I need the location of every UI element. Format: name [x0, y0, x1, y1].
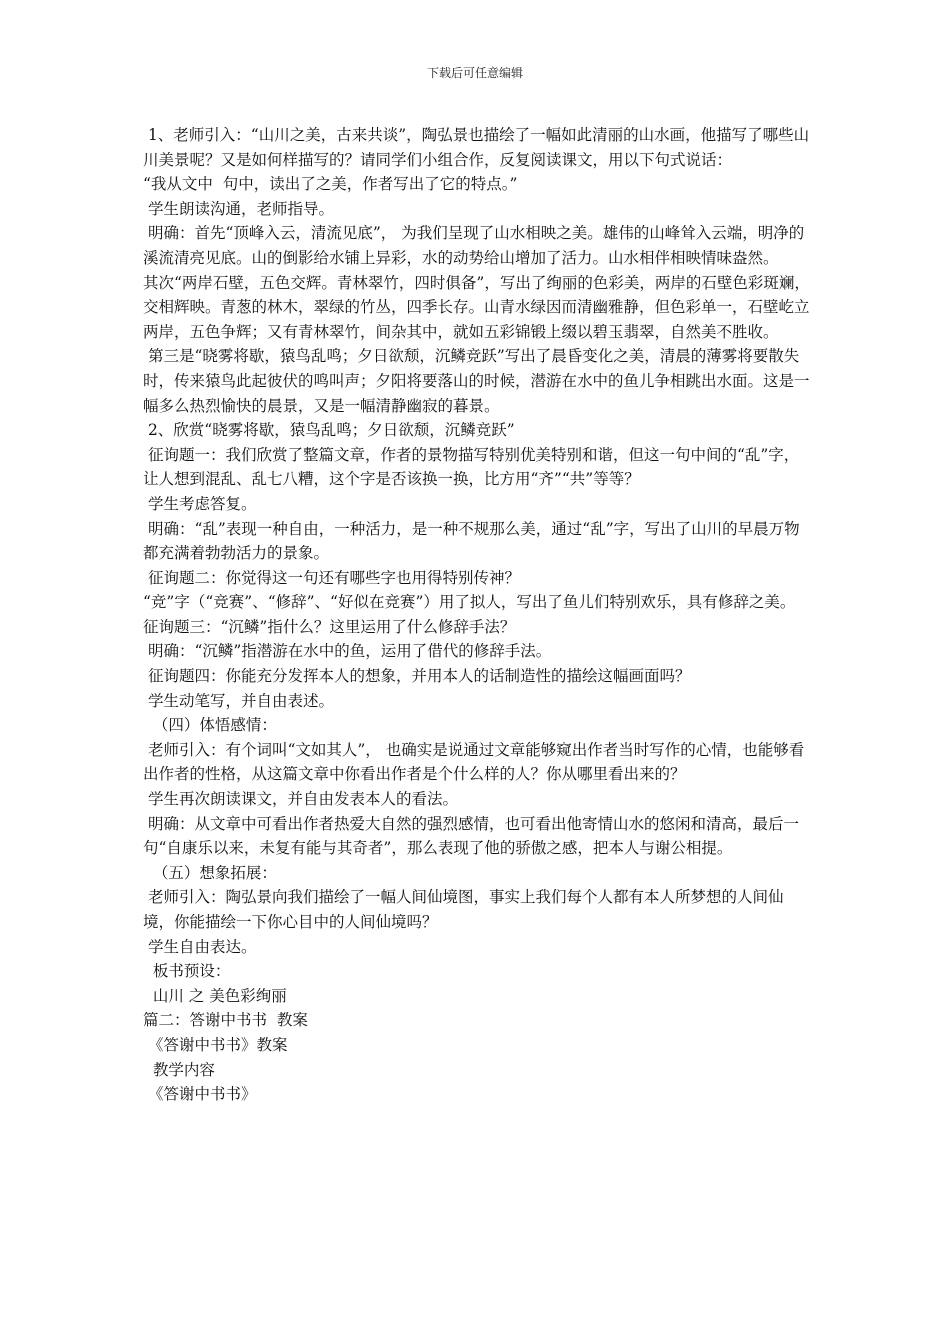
paragraph: 学生朗读沟通，老师指导。 — [143, 199, 334, 218]
paragraph: 第三是“晓雾将歇，猿鸟乱鸣；夕日欲颓，沉鳞竞跃”写出了晨昏变化之美，清晨的薄雾将要散失时，传来猿鸟此起彼伏的鸣叫声；夕阳将要落山的时候，潜游在水中的鱼儿争相跳出水面。这是一幅多么热烈愉快的晨景，又是一幅清静幽寂的暮景。 — [143, 347, 810, 415]
paragraph: 《答谢中书书》 — [143, 1085, 257, 1104]
section-heading: 篇二：答谢中书书 教案 — [143, 1011, 308, 1030]
paragraph: 老师引入：陶弘景向我们描绘了一幅人间仙境图，事实上我们每个人都有本人所梦想的人间仙境，你能描绘一下你心目中的人间仙境吗？ — [143, 888, 784, 931]
paragraph: 《答谢中书书》教案 — [143, 1035, 288, 1054]
paragraph: “竞”字（“竞赛”、“修辞”、“好似在竞赛”）用了拟人，写出了鱼儿们特别欢乐，具有修辞之美。 征询题三：“沉鳞”指什么？这里运用了什么修辞手法？ — [143, 593, 801, 636]
paragraph: 1、老师引入：“山川之美，古来共谈”，陶弘景也描绘了一幅如此清丽的山水画，他描写了哪些山川美景呢？又是如何样描写的？请同学们小组合作，反复阅读课文，用以下句式说话： — [143, 126, 810, 169]
paragraph: 学生再次朗读课文，并自由发表本人的看法。 — [143, 790, 458, 809]
section-heading: （五）想象拓展： — [143, 863, 277, 882]
paragraph: 明确：“沉鳞”指潜游在水中的鱼，运用了借代的修辞手法。 — [143, 642, 552, 661]
paragraph: 教学内容 — [143, 1060, 215, 1079]
document-body — [143, 123, 813, 1107]
page-header: 下载后可任意编辑 — [426, 66, 523, 80]
paragraph: 山川 之 美色彩绚丽 — [143, 986, 287, 1005]
paragraph: 2、欣赏“晓雾将歇，猿鸟乱鸣；夕日欲颓，沉鳞竞跃” — [143, 421, 515, 440]
paragraph: 明确：从文章中可看出作者热爱大自然的强烈感情，也可看出他寄情山水的悠闲和清高，最后一句“自康乐以来，未复有能与其奇者”，那么表现了他的骄傲之感，把本人与谢公相提。 — [143, 814, 799, 858]
paragraph: 学生动笔写，并自由表述。 — [143, 691, 334, 710]
paragraph: 板书预设： — [143, 962, 231, 981]
paragraph: 学生自由表达。 — [143, 937, 257, 956]
paragraph: 征询题一：我们欣赏了整篇文章，作者的景物描写特别优美特别和谐，但这一句中间的“乱”字，让人想到混乱、乱七八糟，这个字是否该换一换，比方用“齐”“共”等等？ — [143, 445, 800, 489]
section-heading: （四）体悟感情： — [143, 716, 277, 735]
paragraph: 征询题四：你能充分发挥本人的想象，并用本人的话制造性的描绘这幅画面吗？ — [143, 667, 691, 686]
paragraph: 明确：“乱”表现一种自由，一种活力，是一种不规那么美，通过“乱”字，写出了山川的早晨万物都充满着勃勃活力的景象。 — [143, 519, 800, 563]
paragraph: 征询题二：你觉得这一句还有哪些字也用得特别传神？ — [143, 568, 520, 587]
paragraph: 老师引入：有个词叫“文如其人”， 也确实是说通过文章能够窥出作者当时写作的心情，也能够看出作者的性格，从这篇文章中你看出作者是个什么样的人？你从哪里看出来的？ — [143, 740, 805, 784]
paragraph: 其次“两岸石壁，五色交辉。青林翠竹，四时俱备”，写出了绚丽的色彩美，两岸的石壁色彩斑斓，交相辉映。青葱的林木，翠绿的竹丛，四季长存。山青水绿因而清幽雅静，但色彩单一，石壁屹立两岸，五色争辉；又有青林翠竹，间杂其中，就如五彩锦锻上缀以碧玉翡翠，自然美不胜收。 — [143, 273, 810, 341]
paragraph: 学生考虑答复。 — [143, 494, 257, 513]
paragraph: “我从文中 句中，读出了之美，作者写出了它的特点。” — [143, 175, 518, 194]
paragraph: 明确：首先“顶峰入云，清流见底”， 为我们呈现了山水相映之美。雄伟的山峰耸入云端，明净的溪流清亮见底。山的倒影给水铺上异彩，水的动势给山增加了活力。山水相伴相映情味盎然。 — [143, 224, 805, 267]
